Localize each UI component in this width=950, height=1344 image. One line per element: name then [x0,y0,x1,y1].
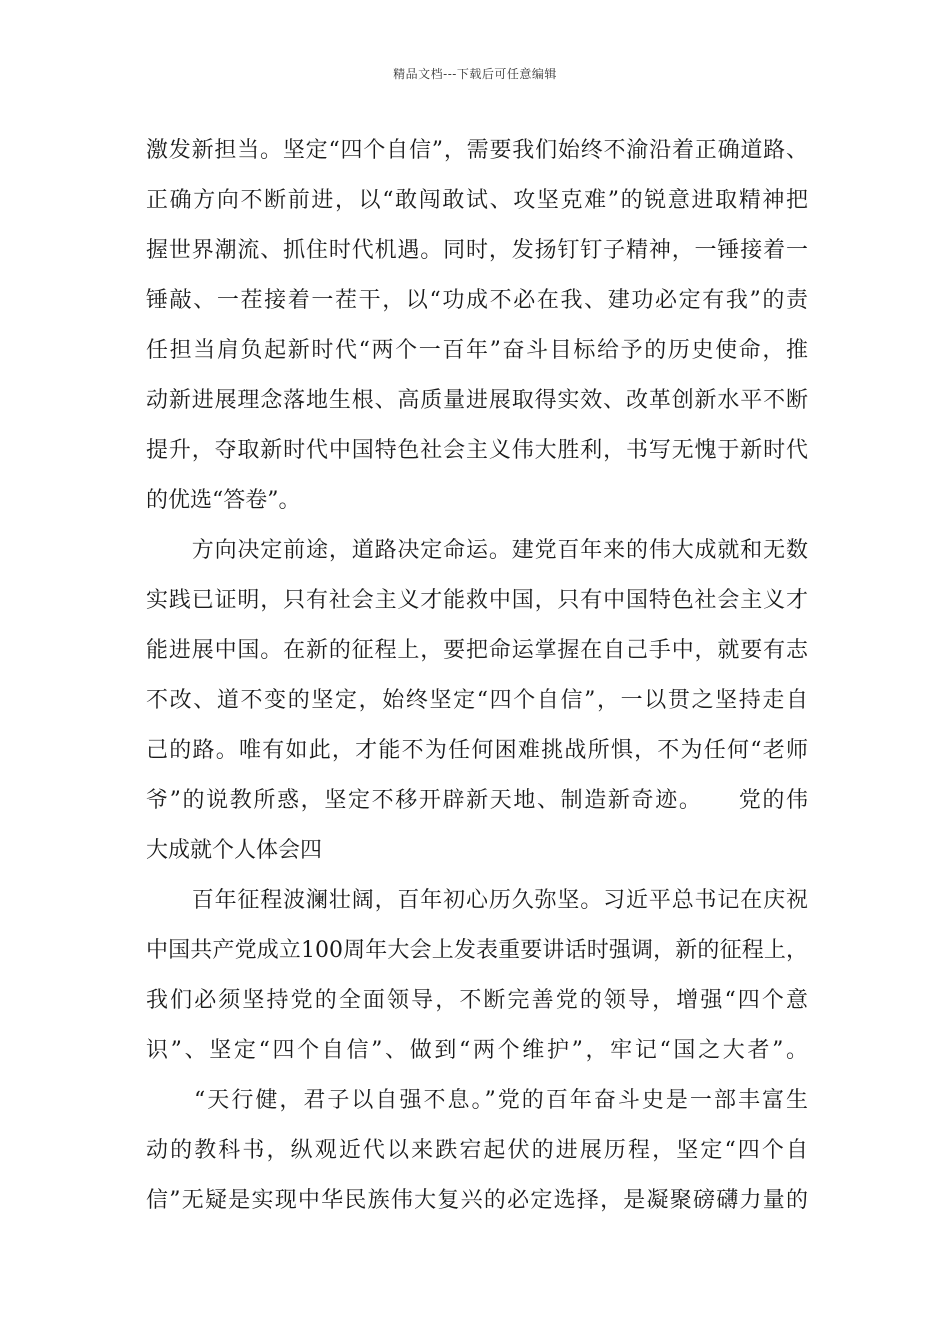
text-line: 我们必须坚持党的全面领导，不断完善党的领导，增强“四个意 [146,988,808,1013]
text-line: 任担当肩负起新时代“两个一百年”奋斗目标给予的历史使命，推 [146,338,808,363]
text-line: 百年征程波澜壮阔，百年初心历久弥坚。习近平总书记在庆祝 [146,888,808,913]
text-line: 识”、坚定“四个自信”、做到“两个维护”，牢记“国之大者”。 [146,1038,808,1063]
text-line: 中国共产党成立100周年大会上发表重要讲话时强调，新的征程上， [146,938,808,963]
page-header: 精品文档---下载后可任意编辑 [393,67,557,81]
text-line: 方向决定前途，道路决定命运。建党百年来的伟大成就和无数 [146,538,808,563]
body-text [146,126,808,1226]
text-line: 信”无疑是实现中华民族伟大复兴的必定选择，是凝聚磅礴力量的 [146,1188,808,1213]
text-line: 实践已证明，只有社会主义才能救中国，只有中国特色社会主义才 [146,588,808,613]
text-line: 己的路。唯有如此，才能不为任何困难挑战所惧，不为任何“老师 [146,738,808,763]
text-line: 动新进展理念落地生根、高质量进展取得实效、改革创新水平不断 [146,388,808,413]
text-line: 提升，夺取新时代中国特色社会主义伟大胜利，书写无愧于新时代 [146,438,808,463]
section-heading: 大成就个人体会四 [146,838,323,863]
text-line: 锤敲、一茬接着一茬干，以“功成不必在我、建功必定有我”的责 [146,288,808,313]
text-line: “天行健，君子以自强不息。”党的百年奋斗史是一部丰富生 [146,1088,808,1113]
text-line: 爷”的说教所惑，坚定不移开辟新天地、制造新奇迹。 党的伟 [146,788,808,813]
text-line: 能进展中国。在新的征程上，要把命运掌握在自己手中，就要有志 [146,638,808,663]
text-line: 握世界潮流、抓住时代机遇。同时，发扬钉钉子精神，一锤接着一 [146,238,808,263]
text-line: 不改、道不变的坚定，始终坚定“四个自信”，一以贯之坚持走自 [146,688,808,713]
text-line: 动的教科书，纵观近代以来跌宕起伏的进展历程，坚定“四个自 [146,1138,808,1163]
text-line: 正确方向不断前进，以“敢闯敢试、攻坚克难”的锐意进取精神把 [146,188,808,213]
text-line: 激发新担当。坚定“四个自信”，需要我们始终不渝沿着正确道路、 [146,138,808,163]
text-line: 的优选“答卷”。 [146,488,301,513]
